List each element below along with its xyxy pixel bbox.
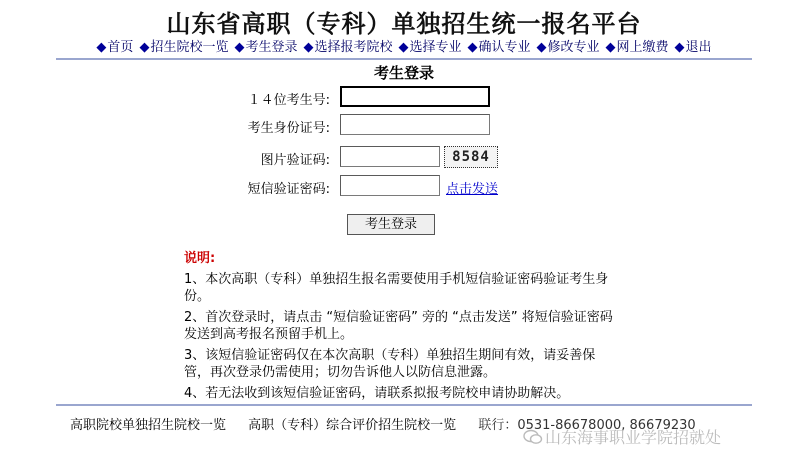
id-label: 考生身份证号: xyxy=(247,121,330,136)
diamond-bullet-icon: ◆ xyxy=(398,40,409,55)
watermark-text: 山东海事职业学院招就处 xyxy=(545,428,722,447)
captcha-row xyxy=(0,146,808,168)
instruction-item: 3、该短信验证密码仅在本次高职（专科）单独招生期间有效，请妥善保管，再次登录仍需使用；切勿告诉他人以防信息泄露。 xyxy=(184,348,596,380)
captcha-image[interactable]: 8584 xyxy=(444,146,498,168)
wechat-icon xyxy=(523,429,543,445)
nav-login[interactable] xyxy=(234,38,297,58)
nav-payment[interactable] xyxy=(606,38,669,58)
watermark xyxy=(523,425,721,448)
captcha-input[interactable] xyxy=(340,146,440,167)
diamond-bullet-icon: ◆ xyxy=(303,40,314,55)
login-button[interactable]: 考生登录 xyxy=(347,214,435,235)
nav-choose-major[interactable] xyxy=(398,38,461,58)
nav-label: 选择专业 xyxy=(409,40,462,55)
nav-logout[interactable] xyxy=(675,38,712,58)
exam-no-input[interactable] xyxy=(340,86,490,107)
nav-choose-school[interactable] xyxy=(303,38,392,58)
nav-label: 招生院校一览 xyxy=(150,40,229,55)
login-title: 考生登录 xyxy=(373,64,434,82)
nav-label: 考生登录 xyxy=(245,40,298,55)
nav-label: 确认专业 xyxy=(478,40,531,55)
id-row xyxy=(0,114,808,136)
nav-label: 退出 xyxy=(685,40,712,55)
page-title: 山东省高职（专科）单独招生统一报名平台 xyxy=(166,9,642,38)
exam-no-row xyxy=(0,86,808,108)
footer-link-single-enrollment[interactable]: 高职院校单独招生院校一览 xyxy=(70,418,227,433)
sms-label: 短信验证密码: xyxy=(247,182,330,197)
sms-row xyxy=(0,175,808,197)
bottom-divider xyxy=(56,404,752,406)
top-divider xyxy=(56,58,752,60)
nav-modify-major[interactable] xyxy=(537,38,600,58)
nav-label: 选择报考院校 xyxy=(314,40,393,55)
instruction-item: 1、本次高职（专科）单独招生报名需要使用手机短信验证密码验证考生身份。 xyxy=(184,272,609,304)
nav-label: 网上缴费 xyxy=(616,40,669,55)
main-nav xyxy=(0,38,808,58)
instructions xyxy=(184,250,614,406)
id-input[interactable] xyxy=(340,114,490,135)
nav-home[interactable] xyxy=(96,38,133,58)
nav-confirm-major[interactable] xyxy=(468,38,531,58)
diamond-bullet-icon: ◆ xyxy=(536,40,547,55)
footer-contact: 联行：0531-86678000, 86679230 xyxy=(478,418,696,433)
instructions-title: 说明: xyxy=(184,251,216,266)
exam-no-label: １４位考生号: xyxy=(247,93,330,108)
diamond-bullet-icon: ◆ xyxy=(467,40,478,55)
sms-input[interactable] xyxy=(340,175,440,196)
diamond-bullet-icon: ◆ xyxy=(674,40,685,55)
diamond-bullet-icon: ◆ xyxy=(234,40,245,55)
diamond-bullet-icon: ◆ xyxy=(96,40,107,55)
footer-link-comprehensive[interactable]: 高职（专科）综合评价招生院校一览 xyxy=(248,418,457,433)
diamond-bullet-icon: ◆ xyxy=(605,40,616,55)
send-sms-link[interactable]: 点击发送 xyxy=(446,182,499,197)
instruction-item: 2、首次登录时，请点击 “短信验证密码” 旁的 “点击发送” 将短信验证密码发送到高考报名预留手机上。 xyxy=(184,310,613,342)
nav-label: 修改专业 xyxy=(547,40,600,55)
diamond-bullet-icon: ◆ xyxy=(139,40,150,55)
captcha-label: 图片验证码: xyxy=(260,153,330,168)
instruction-item: 4、若无法收到该短信验证密码，请联系拟报考院校申请协助解决。 xyxy=(184,386,570,401)
nav-label: 首页 xyxy=(107,40,134,55)
nav-school-list[interactable] xyxy=(139,38,228,58)
